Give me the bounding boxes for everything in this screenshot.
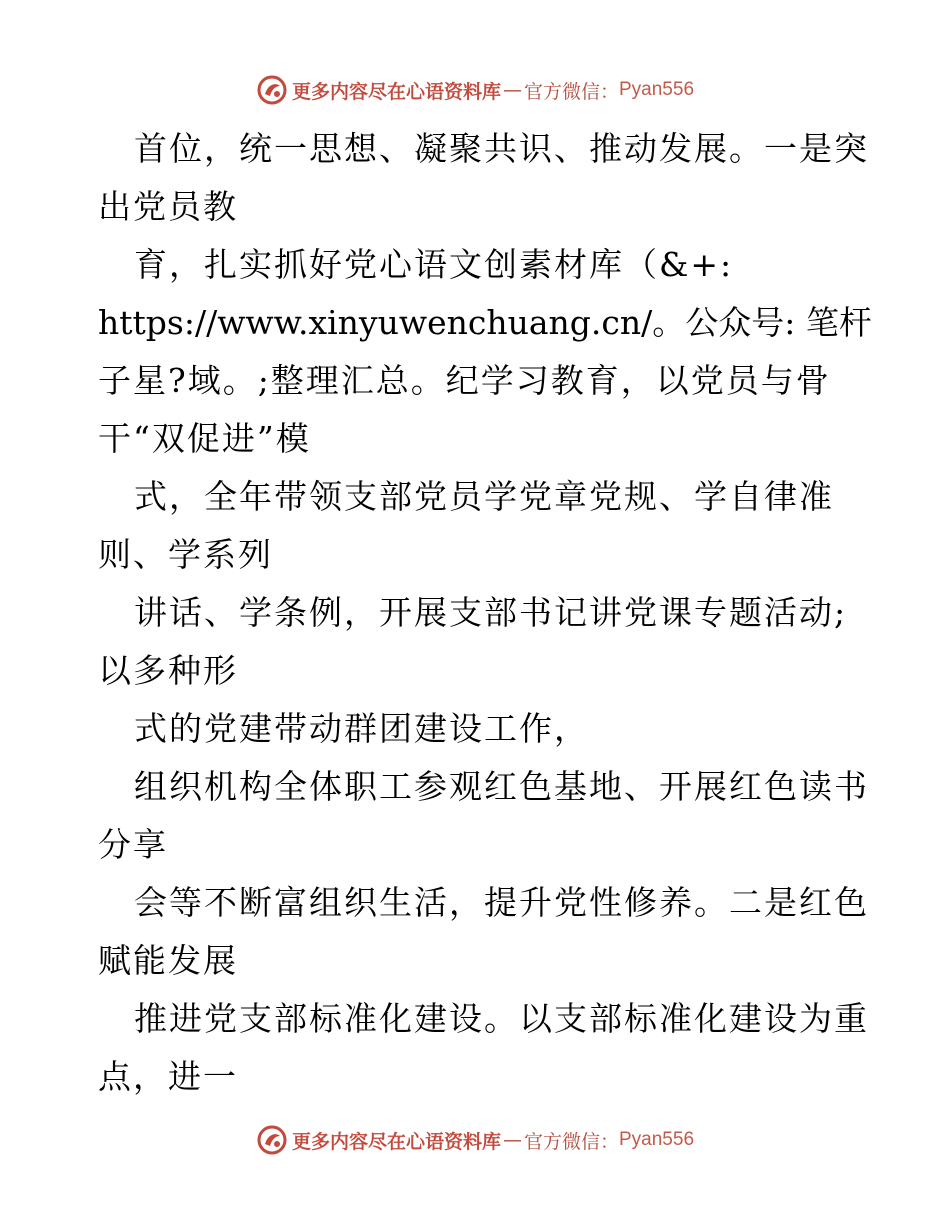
text-line: 式，全年带领支部党员学党章党规、学自律准 [134,477,834,516]
red-circle-logo-icon [256,74,288,106]
text-line-url: https://www.xinyuwenchuang.cn/。公众号: 笔杆 [98,303,872,342]
text-line: 首位，统一思想、凝聚共识、推动发展。一是突 [134,129,869,168]
text-line: 点，进一 [98,1057,238,1096]
text-line: 子星?域。;整理汇总。纪学习教育，以党员与骨 [98,361,831,400]
footer-brand-text: 更多内容尽在心语资料库 [291,1130,501,1153]
footer-banner [0,1120,950,1160]
text-line: 会等不断富组织生活，提升党性修养。二是红色 [134,883,869,922]
text-line: 式的党建带动群团建设工作， [134,709,589,748]
document-body [98,120,872,1106]
text-line: 出党员教 [98,187,238,226]
text-line: 赋能发展 [98,941,238,980]
red-circle-logo-icon [256,1124,288,1156]
footer-wechat-id: Pyan556 [619,1129,695,1150]
footer-separator: — [502,1129,522,1151]
header-brand-text: 更多内容尽在心语资料库 [291,80,501,103]
header-separator: — [502,79,522,101]
header-wechat-id: Pyan556 [619,79,695,100]
text-line: 以多种形 [98,651,238,690]
header-wechat-label: 官方微信： [523,80,619,103]
text-line: 育，扎实抓好党心语文创素材库（&+: [134,245,734,284]
header-banner [0,70,950,110]
text-line: 推进党支部标准化建设。以支部标准化建设为重 [134,999,869,1038]
text-line: 分享 [98,825,168,864]
text-line: 组织机构全体职工参观红色基地、开展红色读书 [134,767,869,806]
text-line: 讲话、学条例，开展支部书记讲党课专题活动; [134,593,848,632]
text-line: 则、学系列 [98,535,273,574]
footer-wechat-label: 官方微信： [523,1130,619,1153]
text-line: 干“双促进”模 [98,419,311,458]
